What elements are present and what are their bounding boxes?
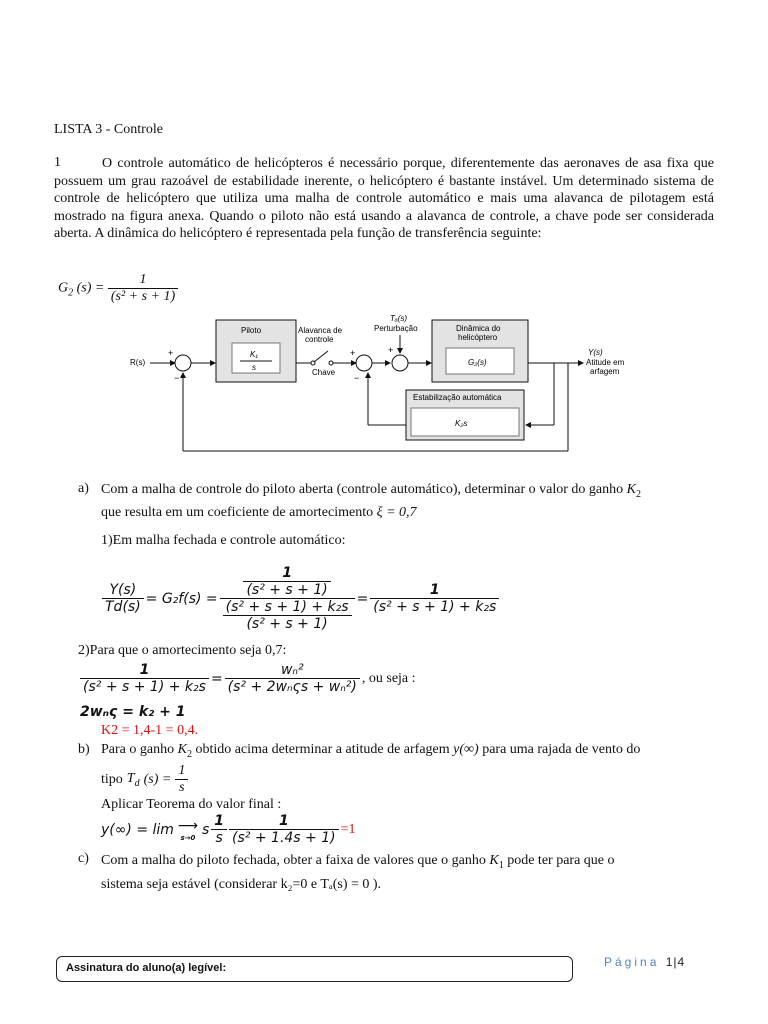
sj1-minus: − [174,373,180,383]
page-indicator [604,955,685,969]
eq1-rhs [370,582,499,615]
page-word: Página [604,955,660,969]
alavanca-label-2: controle [305,335,334,344]
g2-denominator: (s² + s + 1) [110,289,176,304]
question-1-text: O controle automático de helicópteros é necessário porque, diferentemente das aeronaves de asa fixa que possuem um grau razoável de estabilidade inerente, o helicóptero é bastante instável. Um determinado sistema de controle de helicóptero que utiliza uma malha de controle automático e mais uma alavanca de pilotagem está mostrado na figura anexa. Quando o piloto não está usando a alavanca de controle, a chave pode ser considerada aberta. A dinâmica do helicóptero é representada pela função de transferência seguinte: [54,156,714,241]
item-c-k1-sub: 1 [498,859,504,871]
item-c-line2: sistema seja estável (considerar k₂=0 e Tₐ(s) = 0 ). [101,876,382,892]
td-arg: (s) = [143,771,172,787]
lim-f2-den: (s² + 1.4s + 1) [232,830,336,846]
summing-junction-1 [175,355,191,371]
page-current: 1 [665,955,674,969]
td-den: s [179,780,185,795]
item-a-line1: Com a malha de controle do piloto aberta (controle automático), determinar o valor do ganho [101,482,624,497]
lim-lhs: y(∞) = lim [101,821,174,838]
eq1-big-fraction [220,565,355,632]
equation-3: 2wₙς = k₂ + 1 [80,704,186,720]
item-a-label: a) [78,481,89,496]
td-symbol [127,771,140,789]
eq1-lhs [102,582,144,615]
eq1-equals: = [356,590,369,607]
eq1-inner-num: 1 [243,565,330,582]
item-a-text [101,481,721,522]
eq1-rhs-den: (s² + s + 1) + k₂s [373,599,497,615]
eq1-lhs-den: Td(s) [105,599,141,615]
dinamica-label-1: Dinâmica do [456,324,501,333]
lim-arrow-group [178,818,198,842]
page-total: 4 [677,955,686,969]
td-subscript: d [134,777,140,789]
eq2-rhs-num: wₙ² [225,662,360,679]
perturbacao-label: Perturbação [374,324,418,333]
item-c-label: c) [78,851,89,866]
item-b-label: b) [78,742,90,757]
lim-s: s [202,821,210,838]
g2-symbol: G [58,280,69,296]
ys-label: Y(s) [588,348,603,357]
atitude-label-1: Atitude em [586,358,625,367]
alavanca-label-1: Alavanca de [298,326,343,335]
k2s-label: K₂s [455,419,468,428]
item-a-step2: 2)Para que o amortecimento seja 0,7: [78,643,287,658]
eq1-big-den-top: (s² + s + 1) + k₂s [223,599,352,616]
sj3-plus-top: + [388,345,394,355]
item-b-post: para uma rajada de vento do [482,742,641,757]
item-b-k2-sub: 2 [186,748,192,760]
eq1-big-den-fraction [223,599,352,632]
td-label: Tₐ(s) [390,314,408,323]
item-b-k2: K [177,742,187,757]
g2-transfer-function [58,272,178,305]
summing-junction-2 [356,355,372,371]
lim-fraction-1 [211,813,227,846]
item-b-mid: obtido acima determinar a atitude de arfagem [195,742,450,757]
eq2-lhs [80,662,209,695]
td-letter: T [126,770,135,786]
block-diagram-svg [128,313,625,458]
eq1-inner-fraction [243,565,330,598]
g2-subscript: 2 [68,287,74,299]
item-c-line1: Com a malha do piloto fechada, obter a faixa de valores que o ganho [101,853,486,868]
equation-1 [102,565,499,632]
g2s-label: G₂(s) [468,358,487,367]
g2-numerator: 1 [108,272,178,289]
estab-label: Estabilização automática [413,393,502,402]
item-b-td-line [101,763,188,796]
eq2-rhs-den: (s² + 2wₙςs + wₙ²) [227,679,357,695]
page-separator: | [673,955,678,969]
item-a-k2: K [626,482,636,497]
eq1-lhs-num: Y(s) [102,582,144,599]
document-title: LISTA 3 - Controle [54,122,163,137]
question-number: 1 [54,155,61,170]
lim-arrow: ⟶ [177,817,198,834]
eq2-equals: = [210,670,223,687]
item-b-tvf: Aplicar Teorema do valor final : [101,797,282,812]
item-b-text [101,742,721,760]
chave-label: Chave [312,368,336,377]
eq1-big-den [220,599,355,632]
eq2-tail: , ou seja : [361,670,416,686]
td-num: 1 [175,763,188,780]
g2-arg: (s) = [76,280,105,296]
lim-f2-num: 1 [229,813,339,830]
pilot-s-label: s [252,363,256,372]
switch-blade [314,351,328,362]
eq1-inner-den: (s² + s + 1) [246,582,328,598]
sj2-minus: − [354,373,360,383]
lim-subscript: s→0 [180,833,196,842]
dinamica-label-2: helicóptero [458,333,498,342]
item-a-xi: ξ = 0,7 [376,504,417,520]
lim-result: =1 [340,821,356,837]
g2-fraction [108,272,178,305]
eq1-big-num [220,565,355,599]
answer-a: K2 = 1,4-1 = 0,4. [101,723,199,738]
equation-2 [80,662,416,695]
eq2-rhs [225,662,360,695]
sj1-plus: + [168,348,174,358]
eq1-mid: = G₂f(s) = [145,590,218,607]
eq2-lhs-den: (s² + s + 1) + k₂s [83,679,206,695]
item-b-pre: Para o ganho [101,742,175,757]
piloto-label: Piloto [241,326,262,335]
item-c-line1b: pode ter para que o [507,853,615,868]
k1-label: K₁ [250,350,258,359]
eq1-rhs-num: 1 [370,582,499,599]
lim-f1-num: 1 [211,813,227,830]
item-c-k1: K [489,853,499,868]
switch-contact-2 [329,361,333,365]
limit-equation [101,813,356,846]
item-b-tipo: tipo [101,771,123,787]
rs-label: R(s) [130,358,146,367]
item-c-text [101,851,721,894]
item-a-line2: que resulta em um coeficiente de amortecimento [101,504,374,520]
td-fraction [175,763,188,796]
lim-f1-den: s [215,830,223,846]
summing-junction-3 [392,355,408,371]
item-b-y-inf: y(∞) [453,742,479,757]
item-a-step1: 1)Em malha fechada e controle automático: [101,533,346,548]
lim-fraction-2 [229,813,339,846]
signature-label: Assinatura do aluno(a) legível: [66,962,227,974]
atitude-label-2: arfagem [590,367,620,376]
item-a-k2-sub: 2 [635,488,641,500]
eq1-big-den-bot: (s² + s + 1) [246,616,328,632]
block-diagram [128,313,625,463]
eq2-lhs-num: 1 [80,662,209,679]
sj2-plus: + [350,348,356,358]
